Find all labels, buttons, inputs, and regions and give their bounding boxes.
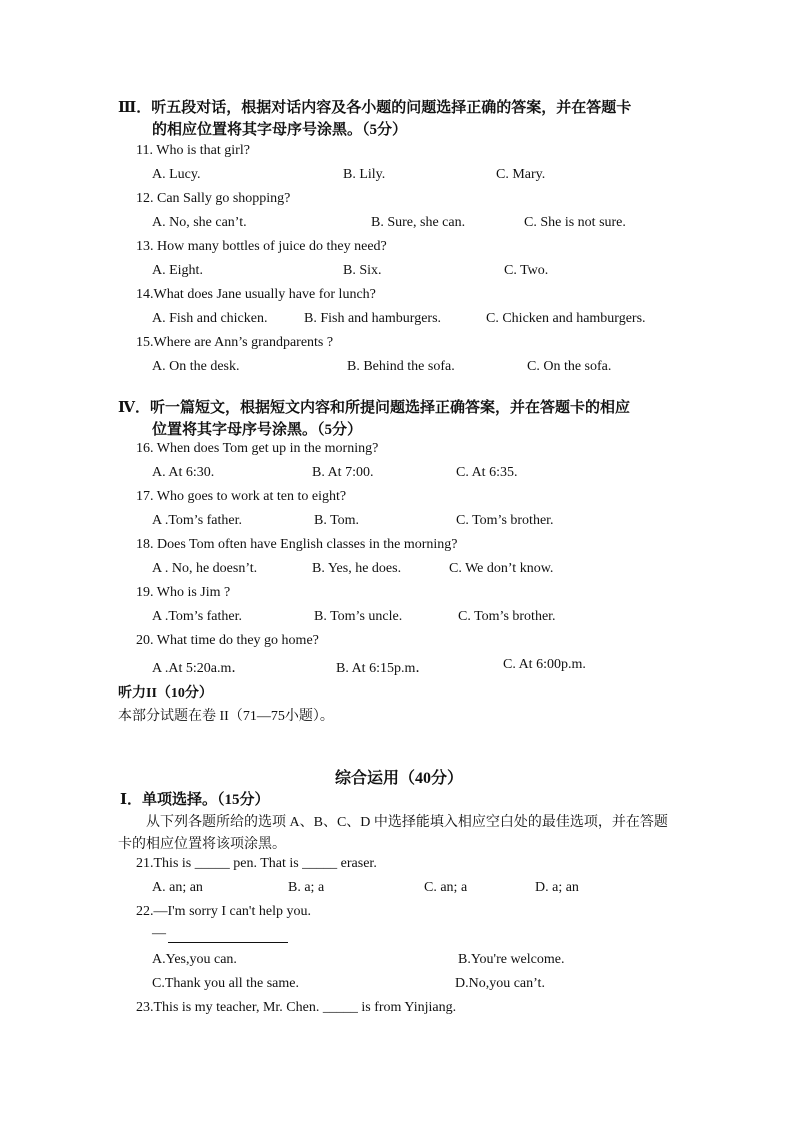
q16-option-c: C. At 6:35. bbox=[456, 465, 518, 480]
q11-option-a: A. Lucy. bbox=[152, 167, 201, 182]
q15-option-b: B. Behind the sofa. bbox=[347, 359, 455, 374]
q20-option-b: B. At 6:15p.m． bbox=[336, 661, 430, 676]
q18-option-c: C. We don’t know. bbox=[449, 561, 554, 576]
q11-option-c: C. Mary. bbox=[496, 167, 546, 182]
question-20: 20. What time do they go home? bbox=[136, 633, 319, 648]
q22-option-c: C.Thank you all the same. bbox=[152, 976, 299, 991]
q18-option-b: B. Yes, he does. bbox=[312, 561, 402, 576]
q13-option-c: C. Two. bbox=[504, 263, 549, 278]
instruction-line1: 从下列各题所给的选项 A、B、C、D 中选择能填入相应空白处的最佳选项，并在答题 bbox=[146, 815, 668, 830]
q12-option-b: B. Sure, she can. bbox=[371, 215, 466, 230]
q12-option-c: C. She is not sure. bbox=[524, 215, 626, 230]
section-iii-heading-line1: Ⅲ．听五段对话，根据对话内容及各小题的问题选择正确的答案，并在答题卡 bbox=[118, 100, 632, 116]
section-iii-heading-line2: 的相应位置将其字母序号涂黑。（5分） bbox=[152, 122, 408, 138]
section-iv-heading-line2: 位置将其字母序号涂黑。（5分） bbox=[152, 422, 363, 438]
question-18: 18. Does Tom often have English classes in the morning? bbox=[136, 537, 458, 552]
q22-answer-dash: — bbox=[152, 926, 166, 941]
q19-option-c: C. Tom’s brother. bbox=[458, 609, 556, 624]
question-14: 14.What does Jane usually have for lunch? bbox=[136, 287, 376, 302]
question-11: 11. Who is that girl? bbox=[136, 143, 250, 158]
q16-option-b: B. At 7:00. bbox=[312, 465, 374, 480]
q11-option-b: B. Lily. bbox=[343, 167, 386, 182]
q15-option-a: A. On the desk. bbox=[152, 359, 240, 374]
question-16: 16. When does Tom get up in the morning? bbox=[136, 441, 379, 456]
q19-option-b: B. Tom’s uncle. bbox=[314, 609, 403, 624]
question-12: 12. Can Sally go shopping? bbox=[136, 191, 291, 206]
q14-option-b: B. Fish and hamburgers. bbox=[304, 311, 442, 326]
q19-option-a: A .Tom’s father. bbox=[152, 609, 243, 624]
q20-option-c: C. At 6:00p.m. bbox=[503, 657, 586, 672]
q17-option-b: B. Tom. bbox=[314, 513, 360, 528]
question-21: 21.This is _____ pen. That is _____ eraser. bbox=[136, 856, 377, 871]
q14-option-a: A. Fish and chicken. bbox=[152, 311, 268, 326]
q21-option-c: C. an; a bbox=[424, 880, 468, 895]
section-i-heading: Ⅰ．单项选择。（15分） bbox=[120, 792, 270, 808]
listening-ii-note: 本部分试题在卷 II（71—75小题）。 bbox=[118, 709, 334, 724]
q17-option-a: A .Tom’s father. bbox=[152, 513, 243, 528]
q22-option-d: D.No,you can’t. bbox=[455, 976, 545, 991]
question-22: 22.—I'm sorry I can't help you. bbox=[136, 904, 311, 919]
q21-option-b: B. a; a bbox=[288, 880, 325, 895]
q17-option-c: C. Tom’s brother. bbox=[456, 513, 554, 528]
section-title: 综合运用（40分） bbox=[335, 770, 464, 787]
section-iv-heading-line1: Ⅳ．听一篇短文，根据短文内容和所提问题选择正确答案，并在答题卡的相应 bbox=[118, 400, 631, 416]
q18-option-a: A . No, he doesn’t. bbox=[152, 561, 258, 576]
q13-option-b: B. Six. bbox=[343, 263, 382, 278]
question-13: 13. How many bottles of juice do they need? bbox=[136, 239, 387, 254]
q22-option-a: A.Yes,you can. bbox=[152, 952, 237, 967]
q20-option-a: A .At 5:20a.m． bbox=[152, 661, 246, 676]
instruction-line2: 卡的相应位置将该项涂黑。 bbox=[118, 837, 286, 852]
listening-ii-heading: 听力II（10分） bbox=[118, 686, 213, 701]
question-17: 17. Who goes to work at ten to eight? bbox=[136, 489, 347, 504]
question-19: 19. Who is Jim ? bbox=[136, 585, 231, 600]
q12-option-a: A. No, she can’t. bbox=[152, 215, 247, 230]
q22-answer-blank bbox=[168, 942, 288, 943]
q21-option-d: D. a; an bbox=[535, 880, 579, 895]
q21-option-a: A. an; an bbox=[152, 880, 203, 895]
question-23: 23.This is my teacher, Mr. Chen. _____ is from Yinjiang. bbox=[136, 1000, 457, 1015]
q13-option-a: A. Eight. bbox=[152, 263, 203, 278]
question-15: 15.Where are Ann’s grandparents ? bbox=[136, 335, 334, 350]
q22-option-b: B.You're welcome. bbox=[458, 952, 565, 967]
q14-option-c: C. Chicken and hamburgers. bbox=[486, 311, 646, 326]
q16-option-a: A. At 6:30. bbox=[152, 465, 215, 480]
q15-option-c: C. On the sofa. bbox=[527, 359, 612, 374]
